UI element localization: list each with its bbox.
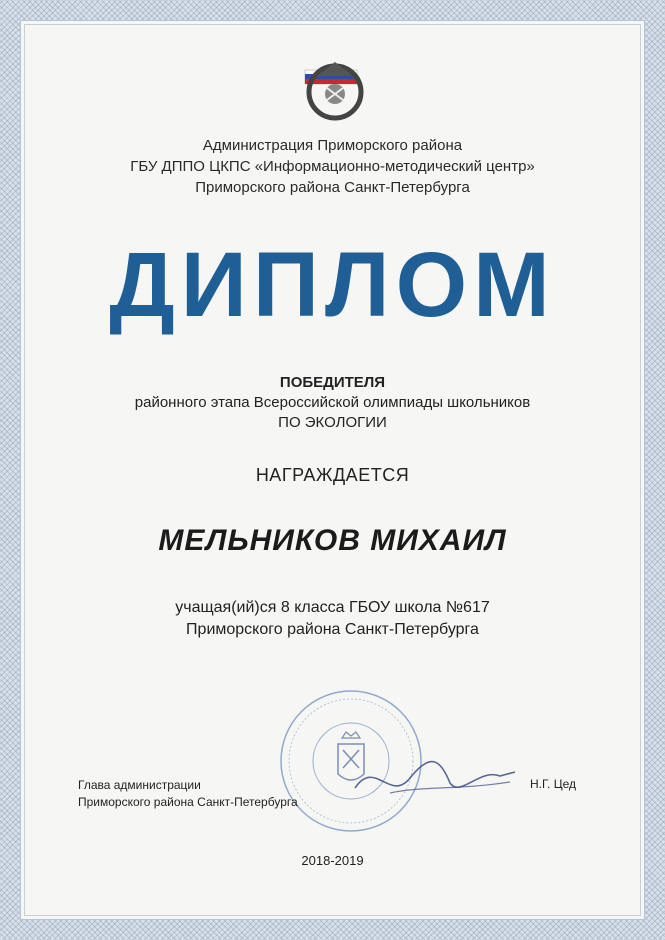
subtitle-line-1: ПОБЕДИТЕЛЯ <box>279 374 386 391</box>
student-info-line-1: учащая(ий)ся 8 класса ГБОУ школа №617 <box>175 599 490 616</box>
award-subtitle <box>40 373 625 433</box>
header-line-2: ГБУ ДППО ЦКПС «Информационно-методический центр» <box>130 158 535 175</box>
student-info-line-2: Приморского района Санкт-Петербурга <box>186 621 479 638</box>
signatory-position-line-1: Глава администрации <box>78 778 201 792</box>
olympiad-emblem-icon <box>297 52 373 122</box>
student-info <box>40 597 625 641</box>
awarded-label: НАГРАЖДАЕТСЯ <box>255 465 410 485</box>
recipient-name: МЕЛЬНИКОВ МИХАИЛ <box>158 524 507 557</box>
signatory-name: Н.Г. Цед <box>530 777 576 791</box>
issuer-header <box>40 135 625 198</box>
header-line-3: Приморского района Санкт-Петербурга <box>195 179 470 196</box>
academic-year: 2018-2019 <box>301 853 364 868</box>
signatory-position-line-2: Приморского района Санкт-Петербурга <box>78 795 298 809</box>
subtitle-line-3: ПО ЭКОЛОГИИ <box>278 414 387 431</box>
handwritten-signature <box>350 748 520 808</box>
diploma-title: ДИПЛОМ <box>109 234 556 336</box>
subtitle-line-2: районного этапа Всероссийской олимпиады школьников <box>134 394 531 411</box>
header-line-1: Администрация Приморского района <box>202 137 463 154</box>
signatory-position <box>78 777 298 811</box>
